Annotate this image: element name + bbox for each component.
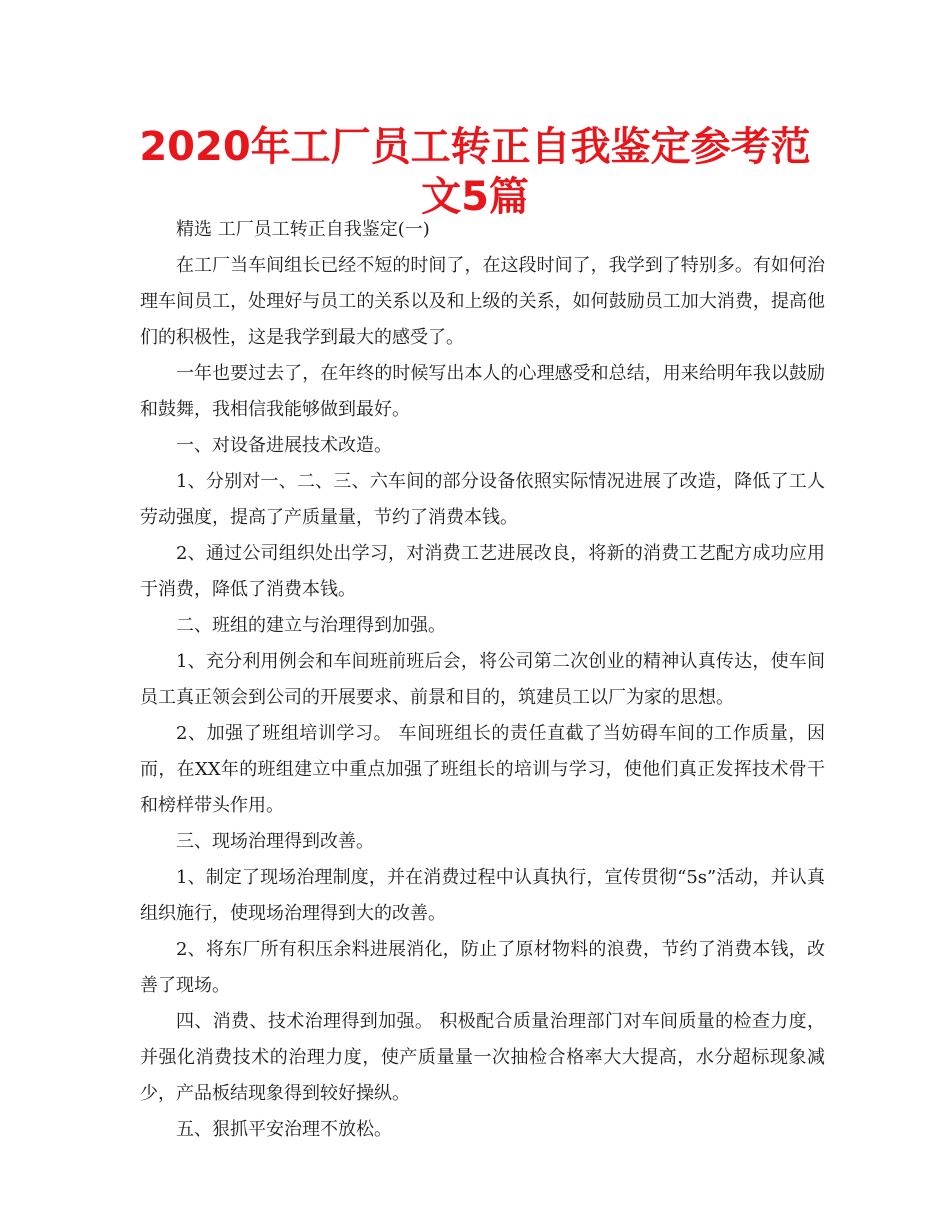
body-paragraph: 一年也要过去了，在年终的时候写出本人的心理感受和总结，用来给明年我以鼓励和鼓舞，我相信我能够做到最好。	[140, 363, 825, 420]
section-heading: 一、对设备进展技术改造。	[176, 435, 392, 456]
section-heading: 四、消费、技术治理得到加强。 积极配合质量治理部门对车间质量的检查力度，并强化消费技术的治理力度，使产质量量一次抽检合格率大大提高，水分超标现象减少，产品板结现象得到较好操纵。	[140, 1011, 825, 1104]
body-paragraph: 2、通过公司组织处出学习，对消费工艺进展改良，将新的消费工艺配方成功应用于消费，降低了消费本钱。	[140, 543, 825, 600]
section-heading: 二、班组的建立与治理得到加强。	[176, 615, 446, 636]
section-heading: 三、现场治理得到改善。	[176, 831, 374, 852]
body-paragraph: 1、充分利用例会和车间班前班后会，将公司第二次创业的精神认真传达，使车间员工真正领会到公司的开展要求、前景和目的，筑建员工以厂为家的思想。	[140, 651, 825, 708]
body-paragraph: 1、制定了现场治理制度，并在消费过程中认真执行，宣传贯彻“5s”活动，并认真组织施行，使现场治理得到大的改善。	[140, 867, 825, 924]
section-heading: 五、狠抓平安治理不放松。	[176, 1119, 392, 1140]
body-paragraph: 在工厂当车间组长已经不短的时间了，在这段时间了，我学到了特别多。有如何治理车间员工，处理好与员工的关系以及和上级的关系，如何鼓励员工加大消费，提高他们的积极性，这是我学到最大的感受了。	[140, 255, 825, 348]
body-paragraph: 2、加强了班组培训学习。 车间班组长的责任直截了当妨碍车间的工作质量，因而，在XX年的班组建立中重点加强了班组长的培训与学习，使他们真正发挥技术骨干和榜样带头作用。	[140, 723, 825, 816]
document-body	[140, 212, 825, 1148]
section-heading: 精选 工厂员工转正自我鉴定(一)	[176, 219, 430, 240]
document-title: 2020年工厂员工转正自我鉴定参考范文5篇	[139, 124, 811, 220]
body-paragraph: 1、分别对一、二、三、六车间的部分设备依照实际情况进展了改造，降低了工人劳动强度，提高了产质量量，节约了消费本钱。	[140, 471, 825, 528]
body-paragraph: 2、将东厂所有积压余料进展消化，防止了原材物料的浪费，节约了消费本钱，改善了现场。	[140, 939, 825, 996]
